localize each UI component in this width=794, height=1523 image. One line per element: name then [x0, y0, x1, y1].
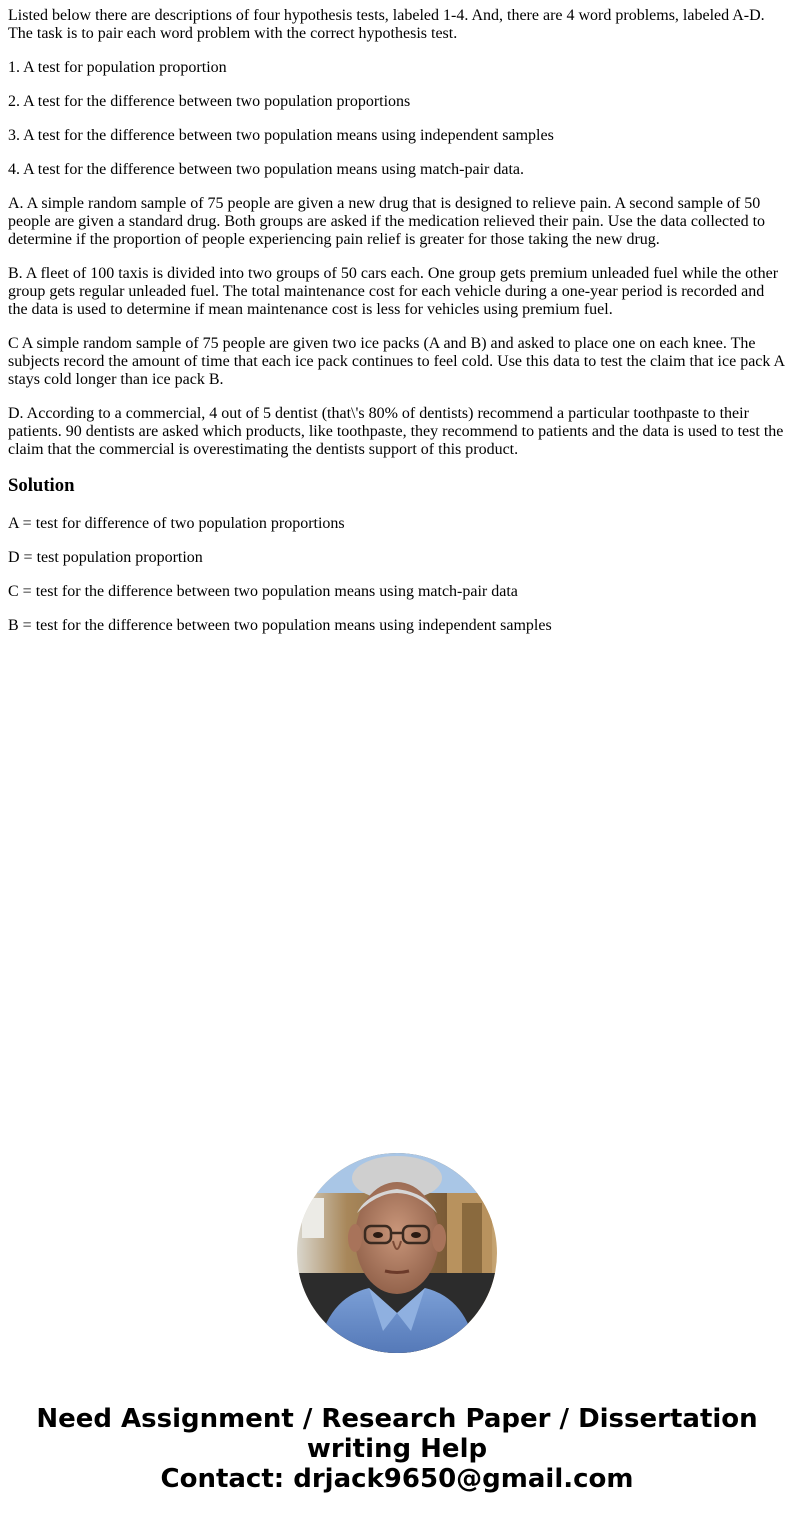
avatar-portrait	[297, 1153, 497, 1353]
answer-item: B = test for the difference between two population means using independent samples	[8, 617, 552, 634]
problem-item: A. A simple random sample of 75 people are given a new drug that is designed to relieve pain. A second sample of 50 people are given a standard drug. Both groups are asked if the medication relieved their pain. Use the data collected to determine if the proportion of people experiencing pain relief is greater for those taking the new drug.	[8, 195, 766, 248]
promo-banner	[0, 1404, 794, 1494]
problem-item: D. According to a commercial, 4 out of 5 dentist (that\'s 80% of dentists) recommend a particular toothpaste to their patients. 90 dentists are asked which products, like toothpaste, they recommend to patients and the data is used to test the claim that the commercial is overestimating the dentists support of this product.	[8, 405, 784, 458]
answer-item: D = test population proportion	[8, 549, 203, 566]
problem-item: C A simple random sample of 75 people are given two ice packs (A and B) and asked to place one on each knee. The subjects record the amount of time that each ice pack continues to feel cold. Use this data to test the claim that ice pack A stays cold longer than ice pack B.	[8, 335, 785, 388]
avatar	[297, 1153, 497, 1353]
test-item: 2. A test for the difference between two population proportions	[8, 93, 411, 110]
answer-item: C = test for the difference between two population means using match-pair data	[8, 583, 518, 600]
question-content	[8, 7, 786, 651]
intro-text: Listed below there are descriptions of four hypothesis tests, labeled 1-4. And, there are 4 word problems, labeled A-D. The task is to pair each word problem with the correct hypothesis test.	[8, 7, 765, 42]
solution-heading: Solution	[8, 475, 75, 496]
test-item: 3. A test for the difference between two population means using independent samples	[8, 127, 554, 144]
test-item: 4. A test for the difference between two population means using match-pair data.	[8, 161, 524, 178]
test-item: 1. A test for population proportion	[8, 59, 227, 76]
promo-line: Need Assignment / Research Paper / Dissertation	[36, 1404, 758, 1434]
promo-contact: Contact: drjack9650@gmail.com	[160, 1464, 634, 1494]
promo-line: writing Help	[306, 1434, 488, 1464]
problem-item: B. A fleet of 100 taxis is divided into two groups of 50 cars each. One group gets premium unleaded fuel while the other group gets regular unleaded fuel. The total maintenance cost for each vehicle during a one-year period is recorded and the data is used to determine if mean maintenance cost is less for vehicles using premium fuel.	[8, 265, 779, 318]
answer-item: A = test for difference of two population proportions	[8, 515, 345, 532]
